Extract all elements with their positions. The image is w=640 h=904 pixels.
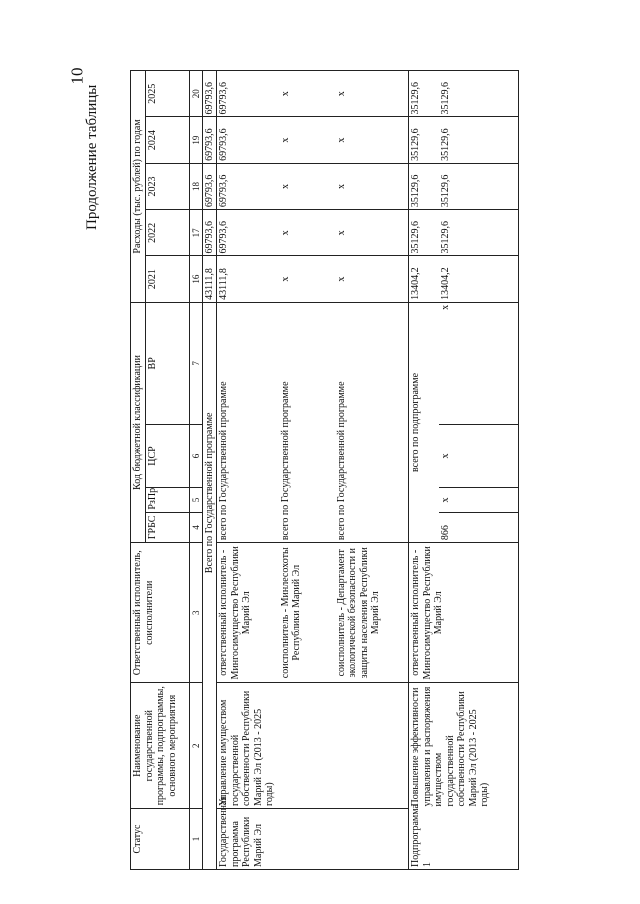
program-3-2023: x (335, 163, 409, 209)
header-status: Статус (131, 809, 190, 870)
program-executor-1: ответственный исполнитель - Мингосимущество Республики Марий Эл (217, 543, 279, 683)
total-2023: 69793,6 (202, 163, 217, 209)
total-2021: 43111,8 (202, 256, 217, 302)
program-3-2022: x (335, 210, 409, 256)
subprogram-rzpr: x (439, 488, 519, 512)
total-2022: 69793,6 (202, 210, 217, 256)
header-rzpr: РзПр (145, 488, 189, 512)
subprogram-vr: x (439, 302, 519, 424)
header-year-2024: 2024 (145, 117, 189, 163)
subprogram-status: Подпрограмма 1 (409, 809, 519, 870)
column-number: 18 (189, 163, 202, 209)
subprogram-2024: 35129,6 (439, 117, 519, 163)
header-year-2025: 2025 (145, 71, 189, 117)
program-3-2024: x (335, 117, 409, 163)
header-vr: ВР (145, 302, 189, 424)
subprogram-total-2024: 35129,6 (409, 117, 439, 163)
header-grbs: ГРБС (145, 512, 189, 542)
program-1-2021: 43111,8 (217, 256, 279, 302)
program-1-2022: 69793,6 (217, 210, 279, 256)
subprogram-2021: 13404,2 (439, 256, 519, 302)
column-number: 4 (189, 512, 202, 542)
subprogram-total-2021: 13404,2 (409, 256, 439, 302)
subprogram-total-2025: 35129,6 (409, 71, 439, 117)
total-2025: 69793,6 (202, 71, 217, 117)
program-name: Управление имуществом государственной собственности Республики Марий Эл (2013 - 2025 годы) (217, 683, 409, 809)
subprogram-2025: 35129,6 (439, 71, 519, 117)
column-number: 16 (189, 256, 202, 302)
budget-table (130, 70, 519, 870)
program-2-2023: x (279, 163, 335, 209)
column-number: 5 (189, 488, 202, 512)
header-year-2022: 2022 (145, 210, 189, 256)
subprogram-code-label: всего по подпрограмме (409, 302, 439, 542)
program-code-label-2: всего по Государственной программе (279, 302, 335, 542)
column-number: 7 (189, 302, 202, 424)
page-number: 10 (67, 67, 87, 85)
rotated-page (84, 70, 500, 870)
column-number: 19 (189, 117, 202, 163)
subprogram-executor: ответственный исполнитель - Мингосимущество Республики Марий Эл (409, 543, 519, 683)
program-2-2022: x (279, 210, 335, 256)
subprogram-total-2023: 35129,6 (409, 163, 439, 209)
program-executor-2: соисполнитель - Минлесохоты Республики Марий Эл (279, 543, 335, 683)
column-number: 2 (189, 683, 202, 809)
program-status: Государственная программа Республики Марий Эл (217, 809, 409, 870)
header-year-2021: 2021 (145, 256, 189, 302)
continuation-caption: Продолжение таблицы (84, 84, 100, 230)
program-2-2024: x (279, 117, 335, 163)
column-number: 20 (189, 71, 202, 117)
column-number: 6 (189, 424, 202, 487)
program-code-label-3: всего по Государственной программе (335, 302, 409, 542)
header-budget-code: Код бюджетной классификации (131, 302, 146, 542)
subprogram-total-2022: 35129,6 (409, 210, 439, 256)
total-label: Всего по Государственной программе (202, 302, 217, 683)
program-2-2025: x (279, 71, 335, 117)
header-year-2023: 2023 (145, 163, 189, 209)
subprogram-csr: x (439, 424, 519, 487)
header-name: Наименование государственной программы, подпрограммы, основного мероприятия (131, 683, 190, 809)
subprogram-2022: 35129,6 (439, 210, 519, 256)
header-csr: ЦСР (145, 424, 189, 487)
subprogram-grbs: 866 (439, 512, 519, 542)
table-row-subprogram-total (409, 71, 439, 870)
total-2024: 69793,6 (202, 117, 217, 163)
program-1-2025: 69793,6 (217, 71, 279, 117)
subprogram-name: Повышение эффективности управления и распоряжения имуществом государственной собственности Республики Марий Эл (2013 - 2025 годы) (409, 683, 519, 809)
program-code-label-1: всего по Государственной программе (217, 302, 279, 542)
column-number: 3 (189, 543, 202, 683)
header-executor: Ответственный исполнитель, соисполнители (131, 543, 190, 683)
program-2-2021: x (279, 256, 335, 302)
table-row-program-1 (217, 71, 279, 870)
column-number: 1 (189, 809, 202, 870)
column-number: 17 (189, 210, 202, 256)
program-1-2023: 69793,6 (217, 163, 279, 209)
program-3-2021: x (335, 256, 409, 302)
program-1-2024: 69793,6 (217, 117, 279, 163)
table-row-total (202, 71, 217, 870)
program-3-2025: x (335, 71, 409, 117)
header-expenses: Расходы (тыс. рублей) по годам (131, 71, 146, 303)
subprogram-2023: 35129,6 (439, 163, 519, 209)
program-executor-3: соисполнитель - Департамент экологической безопасности и защиты населения Республики Марий Эл (335, 543, 409, 683)
